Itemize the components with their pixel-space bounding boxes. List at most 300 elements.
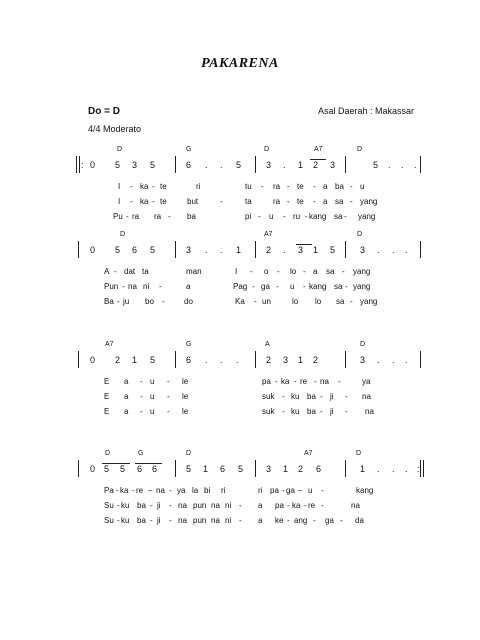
chord-symbol: G — [186, 341, 192, 348]
note-digit: . — [220, 160, 223, 170]
repeat-end: : — [417, 464, 420, 474]
barline — [175, 460, 176, 477]
lyric-syllable: - — [338, 377, 341, 386]
lyric-syllable: - — [116, 486, 119, 495]
note-digit: . — [377, 464, 380, 474]
lyric-syllable: le — [182, 407, 189, 416]
note-digit: 1 — [313, 245, 319, 255]
lyric-syllable: - — [167, 377, 170, 386]
lyric-syllable: - — [282, 407, 285, 416]
lyric-syllable: - — [150, 516, 153, 525]
lyric-syllable: ba — [307, 392, 316, 401]
lyric-syllable: E — [104, 407, 110, 416]
chord-symbol: A7 — [314, 146, 323, 153]
lyric-syllable: - — [275, 377, 278, 386]
lyric-syllable: ri — [221, 486, 226, 495]
lyric-syllable: na — [362, 392, 371, 401]
lyric-syllable: ga — [261, 282, 270, 291]
note-digit: 6 — [186, 160, 192, 170]
note-digit: . — [205, 355, 208, 365]
note-digit: 0 — [90, 245, 96, 255]
lyric-syllable: Pun — [104, 282, 119, 291]
lyric-syllable: - — [287, 501, 290, 510]
lyric-syllable: Su — [104, 516, 114, 525]
lyric-syllable: - — [167, 407, 170, 416]
lyric-syllable: - — [303, 267, 306, 276]
lyric-syllable: u — [360, 182, 365, 191]
lyric-syllable: - — [303, 282, 306, 291]
beam-line — [135, 463, 162, 464]
note-digit: . — [392, 464, 395, 474]
lyric-syllable: kang — [356, 486, 374, 495]
lyric-syllable: - — [152, 197, 155, 206]
lyric-syllable: ka — [281, 377, 290, 386]
lyric-syllable: ra — [132, 212, 140, 221]
lyric-syllable: E — [104, 377, 110, 386]
note-digit: 2 — [313, 355, 319, 365]
lyric-syllable: - — [252, 282, 255, 291]
lyric-syllable: - — [282, 392, 285, 401]
lyric-syllable: a — [186, 282, 191, 291]
note-digit: 1 — [360, 464, 366, 474]
barline — [78, 351, 79, 368]
lyric-syllable: kang — [309, 282, 327, 291]
lyric-syllable: man — [186, 267, 202, 276]
note-digit: 1 — [298, 355, 304, 365]
lyric-syllable: - — [254, 297, 257, 306]
lyric-syllable: I — [118, 197, 121, 206]
lyric-syllable: ka — [292, 501, 301, 510]
note-digit: 1 — [298, 160, 304, 170]
chord-symbol: D — [120, 231, 126, 238]
barline — [420, 156, 421, 173]
lyric-syllable: na — [211, 516, 220, 525]
note-digit: 5 — [330, 245, 336, 255]
lyric-syllable: ni — [225, 501, 232, 510]
note-digit: 3 — [298, 245, 304, 255]
lyric-syllable: ka — [140, 182, 149, 191]
lyric-syllable: - — [140, 392, 143, 401]
barline — [175, 156, 176, 173]
chord-symbol: D — [117, 146, 123, 153]
lyric-syllable: - — [313, 182, 316, 191]
lyric-syllable: ku — [291, 407, 300, 416]
lyric-syllable: - — [159, 282, 162, 291]
lyric-syllable: - — [321, 501, 324, 510]
lyric-syllable: - — [169, 501, 172, 510]
lyric-syllable: u — [150, 407, 155, 416]
lyric-syllable: ji — [157, 516, 161, 525]
lyric-syllable: sa — [334, 212, 343, 221]
note-digit: 3 — [283, 355, 289, 365]
lyric-syllable: ji — [330, 407, 334, 416]
note-digit: 6 — [186, 355, 192, 365]
note-digit: . — [388, 160, 391, 170]
lyric-syllable: Pu — [113, 212, 123, 221]
lyric-syllable: - — [313, 516, 316, 525]
lyric-syllable: bo — [145, 297, 154, 306]
chord-symbol: D — [186, 450, 192, 457]
lyric-syllable: u — [308, 486, 313, 495]
note-digit: . — [405, 464, 408, 474]
key-signature: Do = D — [88, 106, 120, 117]
note-digit: . — [392, 245, 395, 255]
song-title: PAKARENA — [201, 56, 279, 71]
lyric-syllable: te — [160, 182, 167, 191]
note-digit: 0 — [90, 464, 96, 474]
lyric-syllable: - — [287, 516, 290, 525]
lyric-syllable: ru — [293, 212, 301, 221]
lyric-syllable: Su — [104, 501, 114, 510]
note-digit: 2 — [313, 160, 319, 170]
chord-symbol: A7 — [264, 231, 273, 238]
lyric-syllable: kang — [309, 212, 327, 221]
barline — [345, 351, 346, 368]
lyric-syllable: ra — [273, 197, 281, 206]
lyric-syllable: Ba — [104, 297, 114, 306]
lyric-syllable: a — [323, 182, 328, 191]
lyric-syllable: le — [182, 377, 189, 386]
lyric-syllable: - — [130, 197, 133, 206]
lyric-syllable: u — [150, 392, 155, 401]
lyric-syllable: ji — [157, 501, 161, 510]
lyric-syllable: - — [282, 486, 285, 495]
lyric-syllable: ya — [362, 377, 371, 386]
lyric-syllable: yang — [360, 197, 378, 206]
lyric-syllable: - — [287, 182, 290, 191]
barline — [255, 460, 256, 477]
note-digit: 3 — [266, 464, 272, 474]
double-barline — [420, 460, 424, 477]
lyric-syllable: I — [235, 267, 238, 276]
note-digit: 3 — [186, 245, 192, 255]
lyric-syllable: ba — [187, 212, 196, 221]
lyric-syllable: - — [320, 392, 323, 401]
lyric-syllable: re — [308, 501, 316, 510]
note-digit: 5 — [115, 245, 121, 255]
barline — [345, 241, 346, 258]
lyric-syllable: u — [269, 212, 274, 221]
note-digit: 5 — [150, 245, 156, 255]
beam-line — [296, 244, 312, 245]
note-digit: 2 — [298, 464, 304, 474]
lyric-syllable: sa — [334, 282, 343, 291]
lyric-syllable: - — [313, 197, 316, 206]
lyric-syllable: - — [350, 182, 353, 191]
lyric-syllable: - — [258, 212, 261, 221]
lyric-syllable: u — [150, 377, 155, 386]
lyric-syllable: un — [262, 297, 271, 306]
note-digit: . — [377, 355, 380, 365]
lyric-syllable: - — [150, 501, 153, 510]
lyric-syllable: - — [345, 282, 348, 291]
lyric-syllable: yang — [353, 282, 371, 291]
barline — [345, 156, 346, 173]
chord-symbol: G — [186, 146, 192, 153]
lyric-syllable: I — [118, 182, 121, 191]
lyric-syllable: - — [321, 486, 324, 495]
double-barline — [76, 156, 80, 173]
lyric-syllable: ya — [177, 486, 186, 495]
lyric-syllable: sa — [335, 197, 344, 206]
lyric-syllable: na — [128, 282, 137, 291]
lyric-syllable: pa — [270, 486, 279, 495]
lyric-syllable: yang — [358, 212, 376, 221]
lyric-syllable: te — [297, 182, 304, 191]
chord-symbol: D — [105, 450, 111, 457]
lyric-syllable: - — [239, 501, 242, 510]
chord-symbol: A7 — [304, 450, 313, 457]
lyric-syllable: - — [344, 212, 347, 221]
lyric-syllable: - — [239, 516, 242, 525]
lyric-syllable: ga — [325, 516, 334, 525]
lyric-syllable: - — [168, 212, 171, 221]
lyric-syllable: a — [124, 407, 129, 416]
lyric-syllable: a — [258, 501, 263, 510]
lyric-syllable: pa — [262, 377, 271, 386]
note-digit: 3 — [360, 245, 366, 255]
lyric-syllable: - — [167, 392, 170, 401]
lyric-syllable: Ka — [235, 297, 245, 306]
barline — [175, 241, 176, 258]
lyric-syllable: u — [290, 282, 295, 291]
chord-symbol: D — [264, 146, 270, 153]
lyric-syllable: but — [187, 197, 199, 206]
chord-symbol: D — [360, 341, 366, 348]
lyric-syllable: suk — [262, 407, 275, 416]
lyric-syllable: ba — [307, 407, 316, 416]
lyric-syllable: ri — [196, 182, 201, 191]
lyric-syllable: ju — [123, 297, 130, 306]
note-digit: 2 — [115, 355, 121, 365]
lyric-syllable: - — [305, 212, 308, 221]
lyric-syllable: ku — [291, 392, 300, 401]
note-digit: . — [283, 160, 286, 170]
lyric-syllable: ka — [140, 197, 149, 206]
lyric-syllable: pa — [275, 501, 284, 510]
note-digit: 2 — [266, 355, 272, 365]
lyric-syllable: ka — [120, 486, 129, 495]
lyric-syllable: - — [140, 407, 143, 416]
lyric-syllable: - — [169, 516, 172, 525]
barline — [255, 156, 256, 173]
chord-symbol: D — [357, 231, 363, 238]
note-digit: 3 — [266, 160, 272, 170]
barline — [345, 460, 346, 477]
lyric-syllable: na — [156, 486, 165, 495]
lyric-syllable: ku — [121, 516, 130, 525]
lyric-syllable: a — [124, 377, 129, 386]
lyric-syllable: - — [169, 486, 172, 495]
lyric-syllable: yang — [360, 297, 378, 306]
lyric-syllable: lo — [315, 297, 322, 306]
lyric-syllable: ra — [273, 182, 281, 191]
lyric-syllable: A — [104, 267, 110, 276]
lyric-syllable: na — [211, 501, 220, 510]
note-digit: . — [205, 245, 208, 255]
lyric-syllable: - — [152, 182, 155, 191]
lyric-syllable: - — [122, 282, 125, 291]
barline — [420, 241, 421, 258]
lyric-syllable: - — [342, 267, 345, 276]
note-digit: 6 — [220, 464, 226, 474]
note-digit: 5 — [150, 355, 156, 365]
lyric-syllable: yang — [353, 267, 371, 276]
lyric-syllable: - — [294, 377, 297, 386]
note-digit: . — [220, 245, 223, 255]
lyric-syllable: pun — [193, 501, 207, 510]
note-digit: 5 — [104, 464, 110, 474]
lyric-syllable: - — [340, 516, 343, 525]
note-digit: 6 — [316, 464, 322, 474]
lyric-syllable: - — [314, 377, 317, 386]
lyric-syllable: ba — [335, 182, 344, 191]
lyric-syllable: – — [148, 486, 153, 495]
lyric-syllable: - — [114, 267, 117, 276]
lyric-syllable: - — [276, 282, 279, 291]
lyric-syllable: - — [130, 182, 133, 191]
repeat-start: : — [81, 160, 84, 170]
note-digit: 1 — [132, 355, 138, 365]
note-digit: 5 — [115, 160, 121, 170]
lyric-syllable: o — [264, 267, 269, 276]
lyric-syllable: - — [117, 516, 120, 525]
lyric-syllable: E — [104, 392, 110, 401]
barline — [420, 351, 421, 368]
note-digit: . — [392, 355, 395, 365]
barline — [255, 351, 256, 368]
note-digit: 5 — [236, 160, 242, 170]
song-origin: Asal Daerah : Makassar — [318, 106, 415, 116]
lyric-syllable: ga — [286, 486, 295, 495]
lyric-syllable: suk — [262, 392, 275, 401]
note-digit: 5 — [120, 464, 126, 474]
note-digit: 6 — [132, 245, 138, 255]
note-digit: 3 — [330, 160, 336, 170]
lyric-syllable: ke — [275, 516, 284, 525]
lyric-syllable: re — [300, 377, 308, 386]
lyric-syllable: da — [355, 516, 364, 525]
note-digit: . — [405, 245, 408, 255]
lyric-syllable: na — [351, 501, 360, 510]
lyric-syllable: a — [258, 516, 263, 525]
lyric-syllable: bi — [204, 486, 211, 495]
lyric-syllable: - — [283, 212, 286, 221]
note-digit: 6 — [137, 464, 143, 474]
lyric-syllable: te — [297, 197, 304, 206]
note-digit: . — [414, 160, 417, 170]
note-digit: 3 — [132, 160, 138, 170]
lyric-syllable: - — [162, 297, 165, 306]
note-digit: . — [220, 355, 223, 365]
note-digit: 5 — [373, 160, 379, 170]
lyric-syllable: - — [220, 197, 223, 206]
lyric-syllable: - — [350, 197, 353, 206]
chord-symbol: D — [357, 146, 363, 153]
note-digit: 0 — [90, 160, 96, 170]
note-digit: 2 — [266, 245, 272, 255]
lyric-syllable: ta — [142, 267, 149, 276]
lyric-syllable: a — [313, 267, 318, 276]
lyric-syllable: - — [117, 501, 120, 510]
lyric-syllable: - — [304, 501, 307, 510]
barline — [175, 351, 176, 368]
lyric-syllable: ba — [137, 501, 146, 510]
lyric-syllable: - — [132, 486, 135, 495]
lyric-syllable: ji — [330, 392, 334, 401]
lyric-syllable: ang — [294, 516, 308, 525]
lyric-syllable: na — [320, 377, 329, 386]
lyric-syllable: - — [140, 377, 143, 386]
barline — [78, 241, 79, 258]
lyric-syllable: ni — [143, 282, 150, 291]
chord-symbol: A — [265, 341, 270, 348]
lyric-syllable: na — [365, 407, 374, 416]
lyric-syllable: sa — [336, 297, 345, 306]
barline — [255, 241, 256, 258]
lyric-syllable: - — [117, 297, 120, 306]
lyric-syllable: - — [320, 407, 323, 416]
note-digit: 0 — [90, 355, 96, 365]
note-digit: 1 — [203, 464, 209, 474]
lyric-syllable: - — [345, 407, 348, 416]
lyric-syllable: te — [160, 197, 167, 206]
lyric-syllable: pun — [193, 516, 207, 525]
barline — [78, 460, 79, 477]
lyric-syllable: - — [287, 197, 290, 206]
note-digit: 6 — [152, 464, 158, 474]
lyric-syllable: ni — [225, 516, 232, 525]
lyric-syllable: - — [250, 267, 253, 276]
note-digit: . — [405, 355, 408, 365]
lyric-syllable: Pag — [233, 282, 248, 291]
note-digit: 5 — [186, 464, 192, 474]
lyric-syllable: - — [345, 392, 348, 401]
lyric-syllable: la — [192, 486, 199, 495]
note-digit: 1 — [283, 464, 289, 474]
lyric-syllable: lo — [290, 267, 297, 276]
beam-line — [310, 159, 326, 160]
note-digit: . — [205, 160, 208, 170]
lyric-syllable: a — [124, 392, 129, 401]
meter-tempo: 4/4 Moderato — [88, 124, 142, 134]
lyric-syllable: ba — [137, 516, 146, 525]
lyric-syllable: ri — [258, 486, 263, 495]
lyric-syllable: - — [261, 182, 264, 191]
chord-symbol: G — [138, 450, 144, 457]
lyric-syllable: ra — [154, 212, 162, 221]
lyric-syllable: na — [178, 516, 187, 525]
lyric-syllable: ku — [121, 501, 130, 510]
chord-symbol: D — [356, 450, 362, 457]
lyric-syllable: pi — [245, 212, 252, 221]
lyric-syllable: - — [277, 267, 280, 276]
note-digit: . — [283, 245, 286, 255]
lyric-syllable: na — [178, 501, 187, 510]
lyric-syllable: do — [184, 297, 193, 306]
lyric-syllable: tu — [245, 182, 252, 191]
note-digit: 3 — [360, 355, 366, 365]
lyric-syllable: – — [298, 486, 303, 495]
lyric-syllable: lo — [292, 297, 299, 306]
beam-line — [102, 463, 130, 464]
lyric-syllable: sa — [326, 267, 335, 276]
note-digit: 5 — [150, 160, 156, 170]
note-digit: 5 — [238, 464, 244, 474]
note-digit: 1 — [236, 245, 242, 255]
note-digit: . — [236, 355, 239, 365]
lyric-syllable: dat — [124, 267, 136, 276]
